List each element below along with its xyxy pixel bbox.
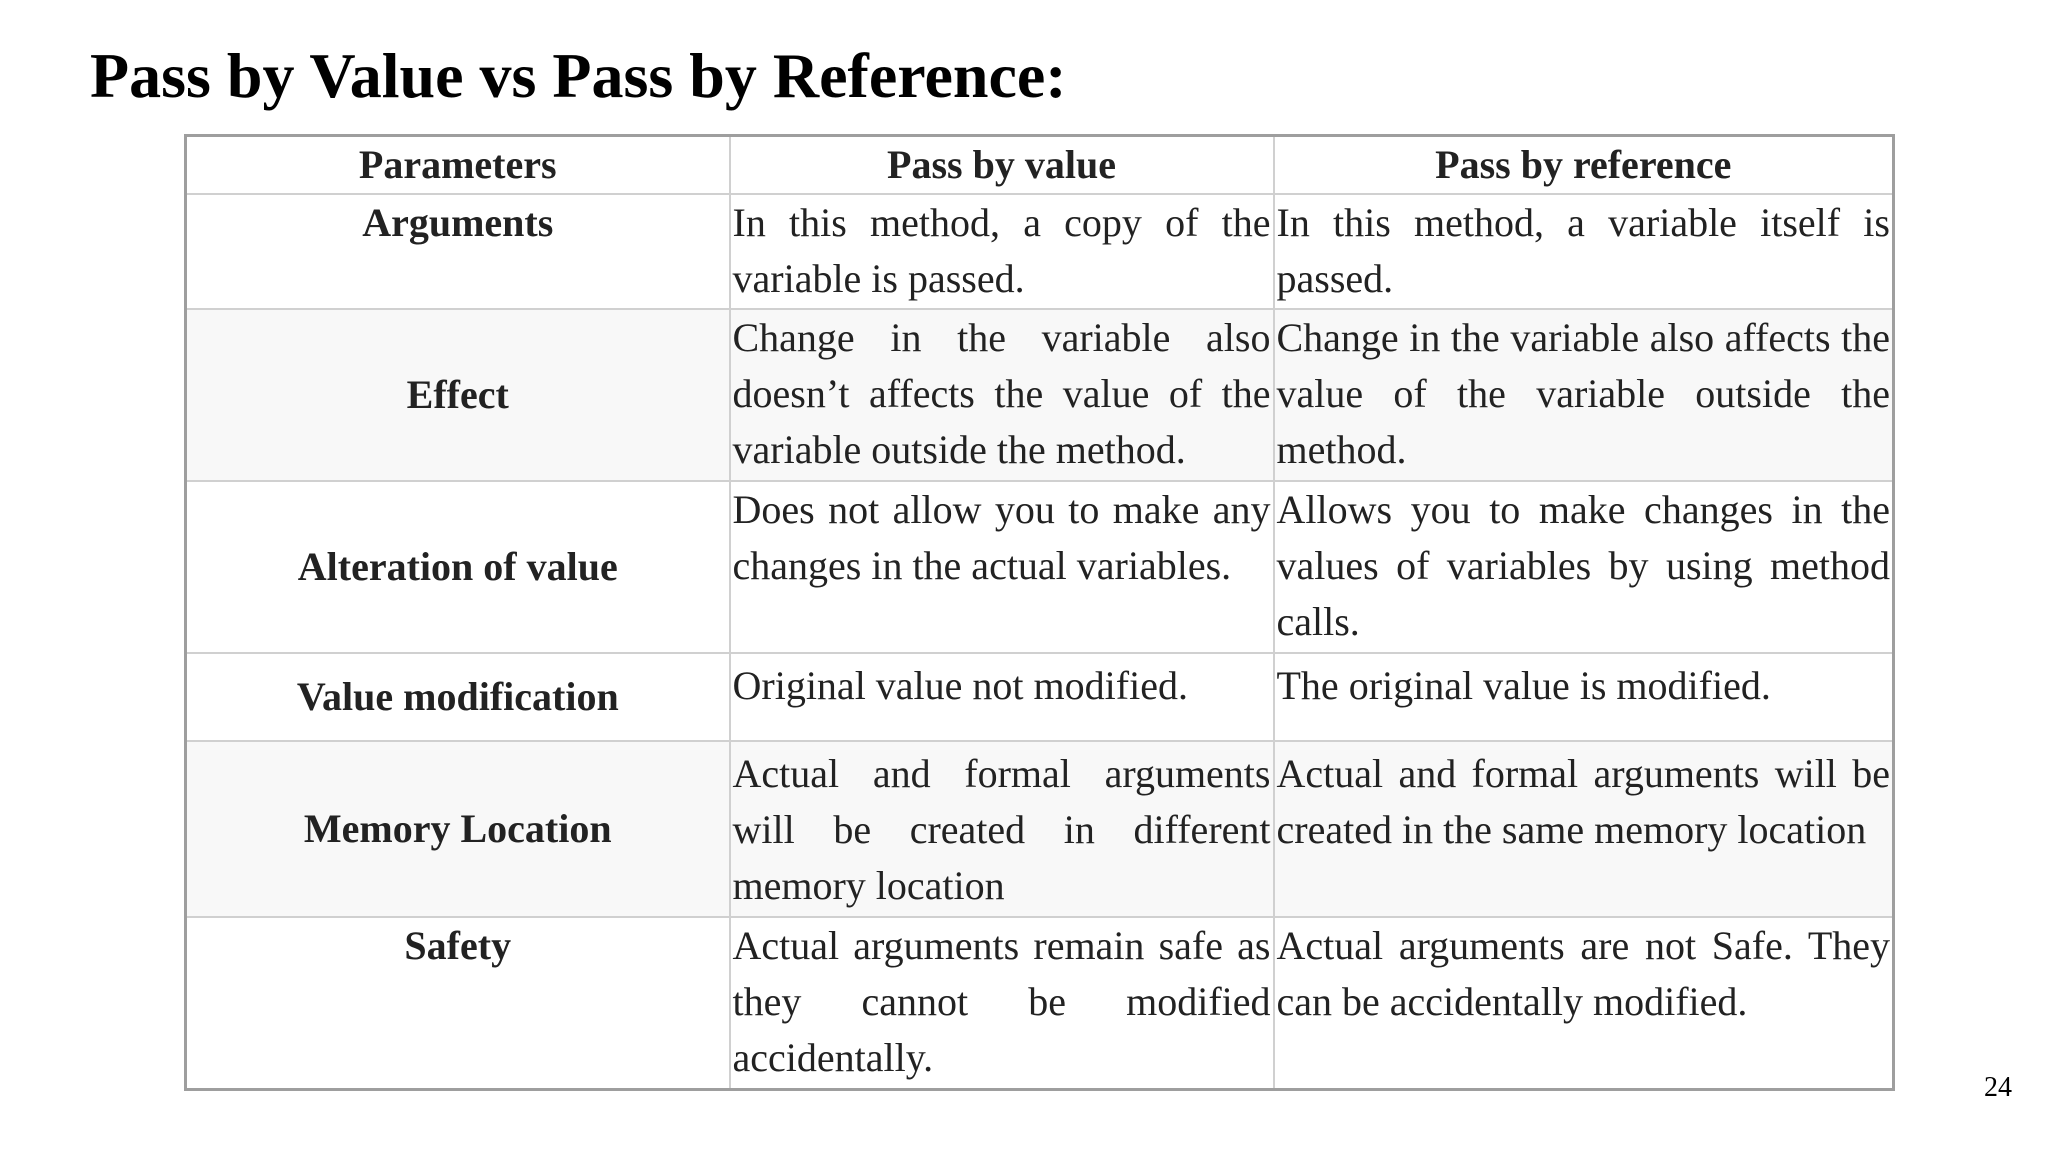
arguments-by-reference: In this method, a variable itself is passed.: [1274, 194, 1894, 309]
slide-title: Pass by Value vs Pass by Reference:: [90, 40, 1067, 111]
effect-by-value: Change in the variable also doesn’t affects the value of the variable outside the method.: [730, 309, 1274, 481]
param-arguments: Arguments: [186, 194, 730, 309]
row-memory-location: [186, 741, 1894, 917]
row-value-modification: [186, 653, 1894, 741]
row-alteration-of-value: [186, 481, 1894, 653]
param-effect: Effect: [186, 309, 730, 481]
arguments-by-value: In this method, a copy of the variable is passed.: [730, 194, 1274, 309]
row-effect: [186, 309, 1894, 481]
safety-by-value: Actual arguments remain safe as they cannot be modified accidentally.: [730, 917, 1274, 1090]
page-number: 24: [1984, 1072, 2012, 1103]
comparison-table: [184, 134, 1895, 1091]
param-alteration-of-value: Alteration of value: [186, 481, 730, 653]
param-safety: Safety: [186, 917, 730, 1090]
table-header-row: [186, 136, 1894, 195]
row-arguments: [186, 194, 1894, 309]
effect-by-reference: Change in the variable also affects the value of the variable outside the method.: [1274, 309, 1894, 481]
alteration-by-reference: Allows you to make changes in the values of variables by using method calls.: [1274, 481, 1894, 653]
alteration-by-value: Does not allow you to make any changes in the actual variables.: [730, 481, 1274, 653]
param-value-modification: Value modification: [186, 653, 730, 741]
value-modification-by-reference: The original value is modified.: [1274, 653, 1894, 741]
header-pass-by-value: Pass by value: [730, 136, 1274, 195]
param-memory-location: Memory Location: [186, 741, 730, 917]
header-pass-by-reference: Pass by reference: [1274, 136, 1894, 195]
value-modification-by-value: Original value not modified.: [730, 653, 1274, 741]
safety-by-reference: Actual arguments are not Safe. They can be accidentally modified.: [1274, 917, 1894, 1090]
header-parameters: Parameters: [186, 136, 730, 195]
memory-location-by-reference: Actual and formal arguments will be created in the same memory location: [1274, 741, 1894, 917]
memory-location-by-value: Actual and formal arguments will be created in different memory location: [730, 741, 1274, 917]
row-safety: [186, 917, 1894, 1090]
